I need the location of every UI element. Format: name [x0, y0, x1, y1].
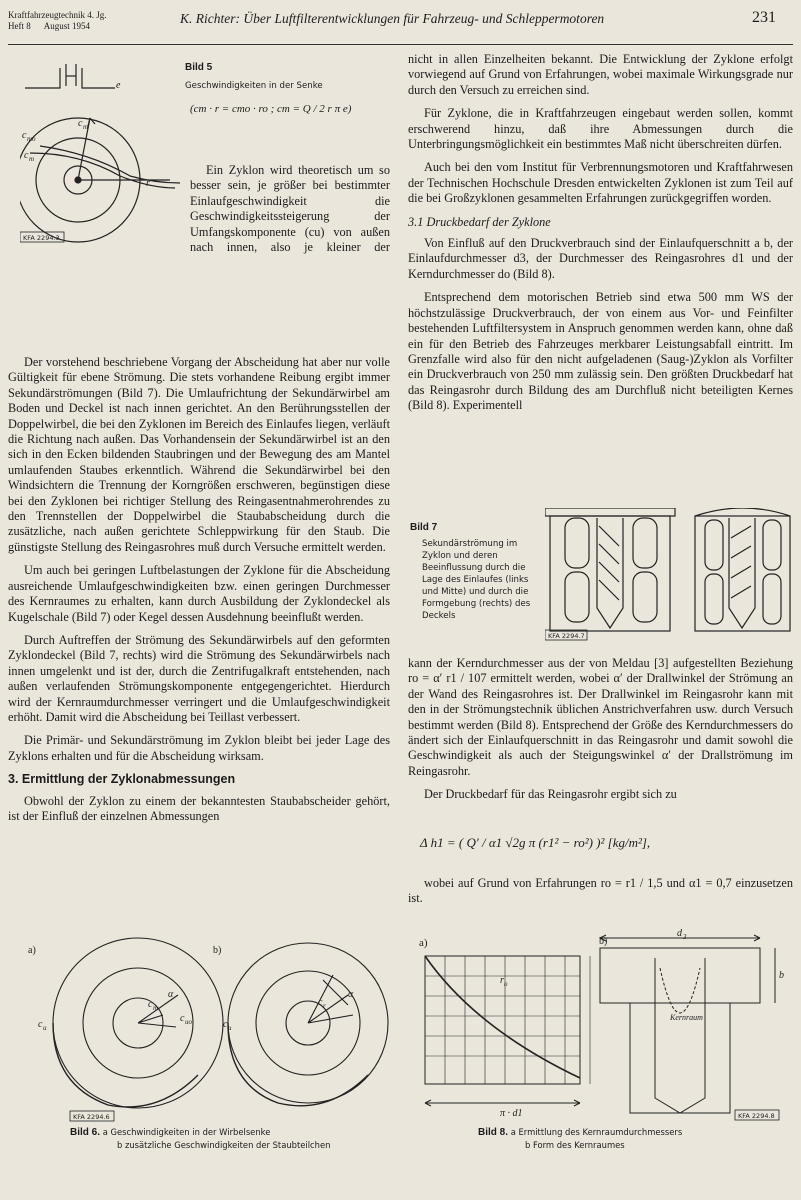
section-heading-3: 3. Ermittlung der Zyklonabmessungen	[8, 772, 236, 787]
figure-8-caption-b: b Form des Kernraumes	[525, 1140, 625, 1150]
svg-text:r: r	[323, 1002, 326, 1010]
svg-text:c: c	[38, 1019, 43, 1030]
journal-info	[8, 10, 106, 32]
svg-text:r: r	[500, 975, 504, 986]
figure-7-diagram	[545, 508, 795, 643]
figure-8-caption	[478, 1126, 682, 1151]
pressure-formula: Δ h1 = ( Q′ / α1 √2g π (r1² − ro²) )² [kg/m²],	[420, 835, 651, 850]
svg-text:m: m	[83, 123, 89, 131]
journal-line-2: Heft 8 August 1954	[8, 21, 90, 31]
svg-text:mo: mo	[27, 135, 36, 143]
svg-text:d: d	[677, 928, 682, 939]
figure-8-kern-label: Kernraum	[670, 1013, 703, 1022]
figure-7-caption: Sekundärströmung im Zyklon und deren Beeinflussung durch die Lage des Einlaufes (links und Mitte) und durch die Formgebung (rechts) des Deckels	[422, 539, 531, 621]
figure-5-formula: (cm · r = cmo · ro ; cm = Q / 2 r π e)	[190, 103, 352, 115]
svg-text:b): b)	[599, 936, 608, 947]
figure-6-ref: KFA 2294.6	[73, 1113, 110, 1121]
figure-5-ref: KFA 2294.3	[23, 234, 60, 242]
header-rule	[8, 44, 793, 45]
left-paragraph-4: Durch Auftreffen der Strömung des Sekundärwirbels auf den geformten Zyklondeckel (Bild 7, rechts) wird die Strömung des Sekundärwirbels nach innen umgelenkt und ist der, durch die Zentrifugalkraft entstehenden, nach außen verlaufenden Strömungskomponente entgegengerichtet. Hierdurch wird der Kernraumdurchmesser verringert und die Umlaufgeschwindigkeit erhöht. Damit wird die Abscheidung bei Teillast verbessert.	[8, 632, 390, 724]
svg-text:r: r	[146, 178, 150, 189]
left-paragraph-2: Der vorstehend beschriebene Vorgang der Abscheidung hat aber nur volle Gültigkeit für ebene Strömung. Die stets vorhandene Reibung ergibt immer Sekundärströmungen (Bild 7). Die Umlaufrichtung der Sekundärwirbel am Boden und Deckel ist nach innen gerichtet. An den Berührungsstellen der Doppelwirbel, die bei den Zyklonen im Bereich des Einlaufes liegen, verläuft die Richtung nach außen. Das Vorhandensein der Sekundärwirbel ist an den sich in den Ecken bildenden Staubringen und der Bewegung des am Mantel umlaufenden Staubes erkenntlich. Während die Sekundärwirbel bei den Windsichtern die Trennung der Korngrößen erschweren, begünstigen diese bei den Zyklonen bei richtiger Stellung des Reingasentnahmerohrendes zu den Trennstellen der Doppelwirbel die Staubabscheidung durch die zusätzliche, nach außen gerichtete Schleppwirkung für den Staub. Die günstigste Stellung des Reingasrohres muß durch Versuche ermittelt werden.	[8, 355, 390, 554]
figure-5-caption: Geschwindigkeiten in der Senke	[185, 81, 323, 91]
right-paragraph-7: Der Druckbedarf für das Reingasrohr ergibt sich zu	[424, 787, 677, 802]
right-paragraph-3: Auch bei den vom Institut für Verbrennungsmotoren und Kraftfahrwesen der Technischen Hochschule Dresden entwickelten Zyklonen ist zum Teil auf die bei Großzyklonen gesammelten Erfahrungen zurückgegriffen worden.	[408, 160, 793, 206]
figure-5-diagram	[20, 58, 190, 248]
svg-text:α: α	[348, 989, 354, 1000]
svg-text:m: m	[29, 155, 35, 163]
svg-text:a): a)	[28, 945, 36, 956]
right-paragraph-6: kann der Kerndurchmesser aus der von Meldau [3] aufgestellten Beziehung ro = α′ r1 / 107 ermittelt werden, wobei α′ der Drallwinkel der Strömung an der Wand des Reingasrohres ist. Der Drallwinkel im Reingasrohr kann mit den in der Strömungstechnik üblichen Anstrichverfahren usw. durch Versuch bestimmt werden (Bild 8). Entsprechend der Größe des Kerndurchmessers do ändert sich der Einlaufquerschnitt in das Reingasrohr und damit sowohl die Geschwindigkeit als auch der Steigungswinkel α′ der Drallströmung im Reingasrohr.	[408, 656, 793, 778]
svg-text:o: o	[504, 980, 508, 988]
figure-8-x-label: π · d1	[500, 1108, 523, 1119]
running-title: K. Richter: Über Luftfilterentwicklungen für Fahrzeug- und Schleppermotoren	[180, 11, 605, 26]
figure-8-ref: KFA 2294.8	[738, 1112, 775, 1120]
left-paragraph-1-wrap	[190, 163, 390, 255]
figure-8-caption-a: a Ermittlung des Kernraumdurchmessers	[510, 1127, 683, 1137]
figure-5-label: Bild 5	[185, 62, 213, 73]
svg-text:m: m	[153, 1004, 159, 1012]
svg-text:α: α	[168, 989, 174, 1000]
right-column-after-formula	[408, 876, 793, 915]
svg-text:u: u	[43, 1024, 47, 1032]
figure-6-caption	[70, 1126, 330, 1151]
figure-7-ref: KFA 2294.7	[548, 632, 585, 640]
svg-text:a): a)	[419, 937, 428, 949]
svg-text:c: c	[223, 1019, 228, 1030]
right-paragraph-4: Von Einfluß auf den Druckverbrauch sind der Einlaufquerschnitt a b, der Einlaufdurchmesser d3, der Durchmesser des Reingasrohres d1 und der Kerndurchmesser do (Bild 8).	[408, 236, 793, 281]
journal-line-1: Kraftfahrzeugtechnik 4. Jg.	[8, 10, 107, 20]
left-paragraph-3: Um auch bei geringen Luftbelastungen der Zyklone für die Abscheidung ausreichende Umlaufgeschwindigkeiten bzw. einen geringen Durchmesser des Kernraumes zu erhalten, kann durch Ausbildung der Zyklondeckel als Kugelschale (Bild 7) oder Kegel dessen Ausdehnung beeinflußt werden.	[8, 563, 390, 624]
section-heading-3-1: 3.1 Druckbedarf der Zyklone	[408, 214, 551, 229]
svg-text:c: c	[318, 997, 323, 1008]
right-paragraph-5: Entsprechend dem motorischen Betrieb sind etwa 500 mm WS der höchstzulässige Druckverbrauch, der von einem aus Vor- und Feinfilter bestehenden Luftfiltersystem in Anspruch genommen werden kann, ohne daß ein für den Betrieb des Fahrzeuges merkbarer Leistungsabfall eintritt. Im Grenzfalle wird also für den nicht aufgeladenen (Saug-)Zyklon als Vorfilter ein Druckverbrauch von 250 mm zulässig sein. Den größten Druckbedarf hat das Reingasrohr durch Bildung des am Durchfluß nicht beteiligten Kernes (Bild 8). Experimentell	[408, 290, 793, 413]
figure-6-caption-a: a Geschwindigkeiten in der Wirbelsenke	[102, 1127, 271, 1137]
left-column	[8, 255, 390, 832]
svg-text:b): b)	[213, 945, 222, 956]
figure-6-label: Bild 6.	[70, 1127, 101, 1138]
right-column-middle	[408, 656, 793, 811]
left-paragraph-6: Obwohl der Zyklon zu einem der bekanntesten Staubabscheider gehört, ist der Einfluß der einzelnen Abmessungen	[8, 793, 390, 823]
figure-7-label: Bild 7	[410, 522, 438, 533]
right-paragraph-2: Für Zyklone, die in Kraftfahrzeugen eingebaut werden sollen, kommt erschwerend hinzu, daß ihre Abmessungen durch die Unterbringungsmöglichkeit ein bestimmtes Maß nicht überschreiten dürfen.	[408, 106, 793, 152]
svg-text:c: c	[148, 999, 153, 1010]
figure-8-diagram	[415, 928, 795, 1123]
svg-text:c: c	[78, 118, 83, 129]
svg-text:c: c	[22, 130, 27, 141]
right-column-top	[408, 52, 793, 422]
right-paragraph-8: wobei auf Grund von Erfahrungen ro = r1 / 1,5 und α1 = 0,7 einzusetzen ist.	[408, 876, 793, 906]
svg-text:e: e	[116, 80, 121, 91]
figure-6-caption-b: b zusätzliche Geschwindigkeiten der Staubteilchen	[117, 1140, 331, 1150]
svg-text:c: c	[24, 150, 29, 161]
right-paragraph-1: nicht in allen Einzelheiten bekannt. Die Entwicklung der Zyklone erfolgt vorwiegend auf Grund von Erfahrungen, wobei maximale Wirkungsgrade nur durch den Versuch zu erreichen sind.	[408, 52, 793, 97]
page-number: 231	[752, 9, 776, 26]
svg-text:3: 3	[683, 933, 687, 941]
svg-text:c: c	[180, 1013, 185, 1024]
figure-6-diagram	[28, 935, 390, 1125]
figure-8-label: Bild 8.	[478, 1127, 509, 1138]
left-paragraph-1: Ein Zyklon wird theoretisch um so besser sein, je größer bei bestimmter Einlaufgeschwindigkeit die Geschwindigkeitssteigerung der Umfangskomponente (cu) von außen nach innen, also je kleiner der	[190, 163, 390, 255]
svg-text:uo: uo	[185, 1018, 192, 1026]
left-paragraph-5: Die Primär- und Sekundärströmung im Zyklon bleibt bei jeder Lage des Zyklons erhalten und für die Abscheidung wirksam.	[8, 733, 390, 763]
svg-text:u: u	[228, 1024, 232, 1032]
svg-text:b: b	[779, 970, 784, 981]
